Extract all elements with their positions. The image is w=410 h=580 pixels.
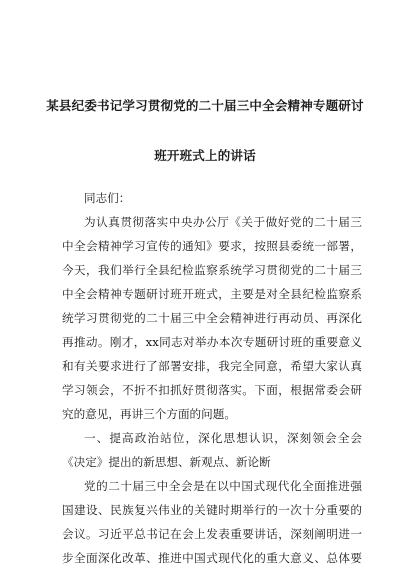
document-title-line-2: 班开班式上的讲话 xyxy=(154,148,256,163)
document-title-line-1: 某县纪委书记学习贯彻党的二十届三中全会精神专题研讨 xyxy=(46,98,364,113)
paragraph-2-line: 国建设、民族复兴伟业的关键时期举行的一次十分重要的 xyxy=(62,503,362,517)
paragraph-1-line: 再推动。刚才，xx同志对举办本次专题研讨班的重要意义 xyxy=(62,335,362,349)
section-heading-line: 一、提高政治站位，深化思想认识，深刻领会全会 xyxy=(84,431,362,445)
paragraph-1-line: 和有关要求进行了部署安排，我完全同意，希望大家认真 xyxy=(62,359,362,373)
paragraph-1-line: 究的意见，再讲三个方面的问题。 xyxy=(62,407,236,421)
paragraph-1-line: 学习领会，不折不扣抓好贯彻落实。下面，根据常委会研 xyxy=(62,383,362,397)
paragraph-1-line: 中全会精神专题研讨班开班式，主要是对全县纪检监察系 xyxy=(62,287,362,301)
paragraph-2-line: 党的二十届三中全会是在以中国式现代化全面推进强 xyxy=(84,479,362,493)
paragraph-1-line: 为认真贯彻落实中央办公厅《关于做好党的二十届三 xyxy=(84,215,362,229)
paragraph-1-line: 今天，我们举行全县纪检监察系统学习贯彻党的二十届三 xyxy=(62,263,362,277)
paragraph-2-line: 步全面深化改革、推进中国式现代化的重大意义、总体要 xyxy=(62,551,362,565)
paragraph-2-line: 会议。习近平总书记在会上发表重要讲话，深刻阐明进一 xyxy=(62,527,362,541)
section-heading-line: 《决定》提出的新思想、新观点、新论断 xyxy=(62,455,271,469)
paragraph-1-line: 中全会精神学习宣传的通知》要求，按照县委统一部署， xyxy=(62,239,362,253)
salutation: 同志们： xyxy=(84,191,131,205)
paragraph-1-line: 统学习贯彻党的二十届三中全会精神进行再动员、再深化 xyxy=(62,311,362,325)
